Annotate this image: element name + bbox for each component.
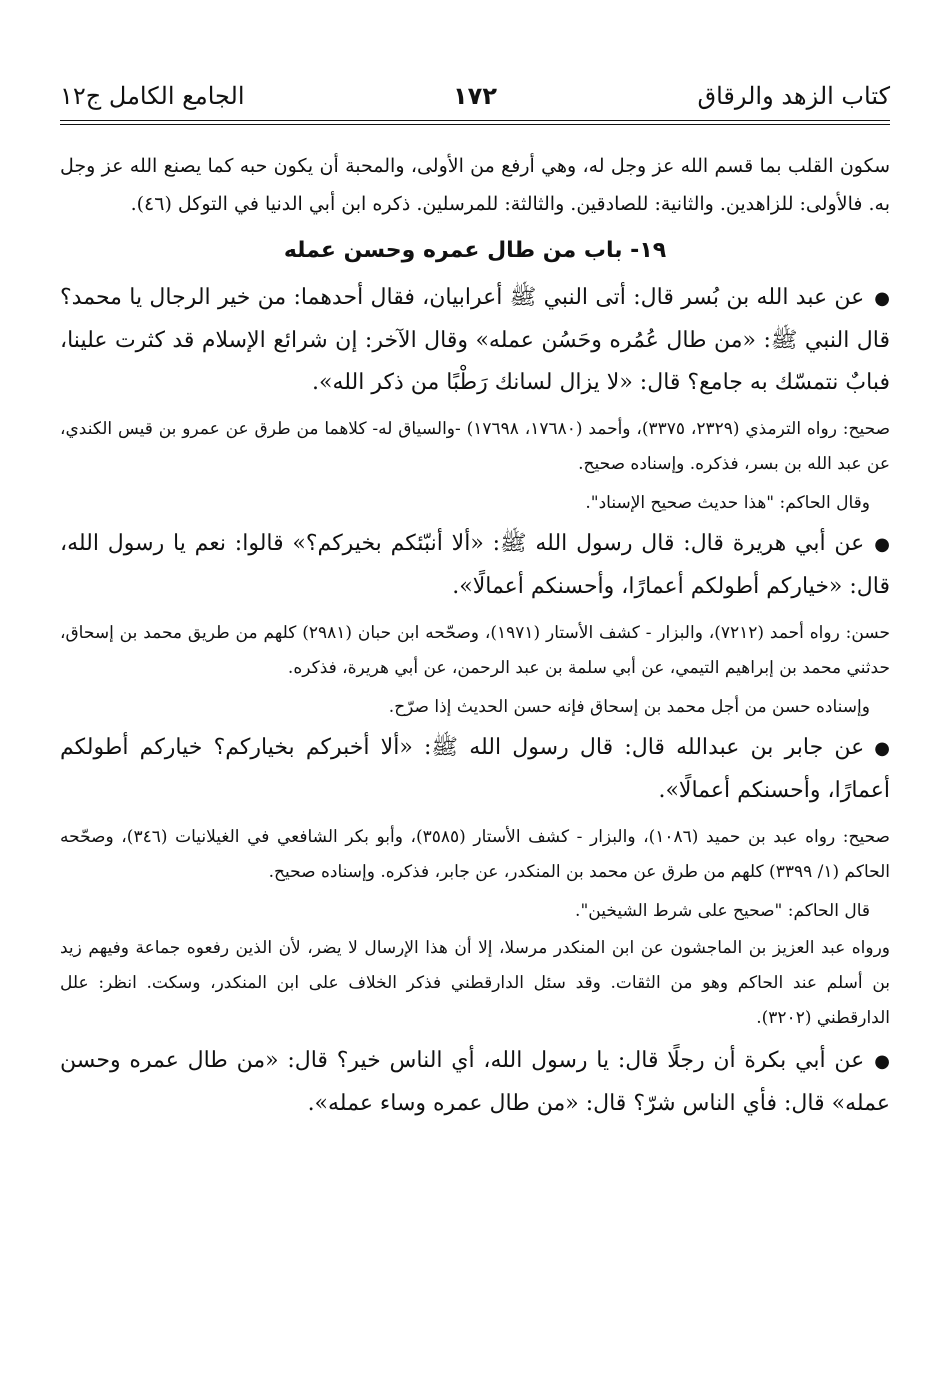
page-number: ١٧٢ [453,82,497,110]
bullet-icon: ● [874,534,890,555]
volume-title: الجامع الكامل ج١٢ [60,82,245,110]
bullet-icon: ● [874,1051,890,1072]
header-divider [60,120,890,125]
hadith-text: عن أبي هريرة قال: قال رسول الله ﷺ: «ألا أنبّئكم بخيركم؟» قالوا: نعم يا رسول الله، قال: «خياركم أطولكم أعمارًا، وأحسنكم أعمالًا». [60,531,890,599]
hadith-text: عن جابر بن عبدالله قال: قال رسول الله ﷺ: «ألا أخبركم بخياركم؟ خياركم أطولكم أعمارًا، وأحسنكم أعمالًا». [60,735,890,803]
takhrij-note: وقال الحاكم: "هذا حديث صحيح الإسناد". [585,493,870,513]
hadith-text: عن أبي بكرة أن رجلًا قال: يا رسول الله، أي الناس خير؟ قال: «من طال عمره وحسن عمله» قال: فأي الناس شرّ؟ قال: «من طال عمره وساء عمله». [60,1048,890,1116]
book-title: كتاب الزهد والرقاق [697,82,890,110]
takhrij-note: حسن: رواه أحمد (٧٢١٢)، والبزار - كشف الأستار (١٩٧١)، وصحّحه ابن حبان (٢٩٨١) كلهم من طريق محمد بن إسحاق، حدثني محمد بن إبراهيم التيمي، عن أبي سلمة بن عبد الرحمن، عن أبي هريرة، فذكره. [60,623,891,678]
takhrij-note: ورواه عبد العزيز بن الماجشون عن ابن المنكدر مرسلا، إلا أن هذا الإرسال لا يضر، لأن الذين رفعوه جماعة وفيهم زيد بن أسلم عند الحاكم وهو من الثقات. وقد سئل الدارقطني فذكر الخلاف على ابن المنكدر، وسكت. انظر: علل الدارقطني (٣٢٠٢). [60,938,890,1028]
takhrij-note: وإسناده حسن من أجل محمد بن إسحاق فإنه حسن الحديث إذا صرّح. [388,697,870,717]
page-header [60,72,890,120]
hadith-text: عن عبد الله بن بُسر قال: أتى النبي ﷺ أعرابيان، فقال أحدهما: من خير الرجال يا محمد؟ قال النبي ﷺ: «من طال عُمُره وحَسُن عمله» وقال الآخر: إن شرائع الإسلام قد كثرت علينا، فبابٌ نتمسّك به جامع؟ قال: «لا يزال لسانك رَطْبًا من ذكر الله». [60,285,890,395]
document-page [60,72,890,1133]
bullet-icon: ● [874,288,890,309]
hadith-paragraph [60,277,890,404]
section-heading: ١٩- باب من طال عمره وحسن عمله [283,238,667,263]
takhrij-note: قال الحاكم: "صحيح على شرط الشيخين". [575,901,870,921]
intro-paragraph: سكون القلب بما قسم الله عز وجل له، وهي أرفع من الأولى، والمحبة أن يكون حبه كما يصنع الله عز وجل به. فالأولى: للزاهدين. والثانية: للصادقين. والثالثة: للمرسلين. ذكره ابن أبي الدنيا في التوكل (٤٦). [60,155,890,215]
bullet-icon: ● [874,738,890,759]
hadith-paragraph [60,727,890,812]
takhrij-note: صحيح: رواه الترمذي (٢٣٢٩، ٣٣٧٥)، وأحمد (١٧٦٨٠، ١٧٦٩٨) -والسياق له- كلاهما من طرق عن عمرو بن قيس الكندي، عن عبد الله بن بسر، فذكره. وإسناده صحيح. [60,419,891,474]
takhrij-note: صحيح: رواه عبد بن حميد (١٠٨٦)، والبزار - كشف الأستار (٣٥٨٥)، وأبو بكر الشافعي في الغيلانيات (٣٤٦)، وصحّحه الحاكم (١/ ٣٣٩٩) كلهم من طرق عن محمد بن المنكدر، عن جابر، فذكره. وإسناده صحيح. [60,827,890,882]
hadith-paragraph [60,1040,890,1125]
hadith-paragraph [60,523,890,608]
